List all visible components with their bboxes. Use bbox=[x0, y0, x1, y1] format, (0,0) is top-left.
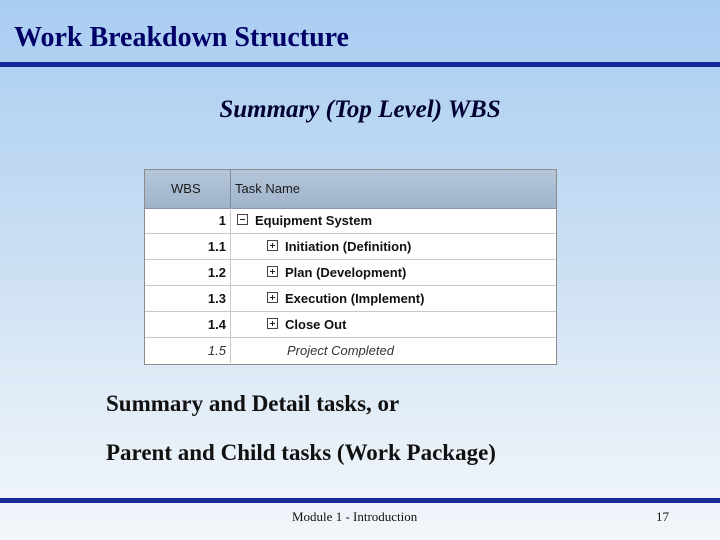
expand-icon[interactable] bbox=[267, 318, 278, 329]
task-name: Plan (Development) bbox=[285, 265, 407, 280]
wbs-number: 1 bbox=[145, 208, 231, 233]
task-name: Equipment System bbox=[255, 213, 373, 228]
task-name: Initiation (Definition) bbox=[285, 239, 412, 254]
wbs-column-header[interactable]: WBS bbox=[145, 170, 231, 208]
table-row[interactable] bbox=[145, 260, 556, 286]
task-name: Close Out bbox=[285, 317, 347, 332]
wbs-number: 1.2 bbox=[145, 260, 231, 285]
collapse-icon[interactable] bbox=[237, 214, 248, 225]
expand-icon[interactable] bbox=[267, 292, 278, 303]
task-name: Execution (Implement) bbox=[285, 291, 425, 306]
table-row[interactable] bbox=[145, 234, 556, 260]
body-text-line-2: Parent and Child tasks (Work Package) bbox=[106, 440, 496, 465]
task-name-column-header[interactable]: Task Name bbox=[235, 181, 301, 196]
table-row[interactable] bbox=[145, 208, 556, 234]
wbs-number: 1.5 bbox=[145, 338, 231, 363]
wbs-number: 1.3 bbox=[145, 286, 231, 311]
footer-text: Module 1 - Introduction bbox=[292, 509, 418, 524]
title-divider bbox=[0, 62, 720, 67]
task-name: Project Completed bbox=[287, 343, 394, 358]
expand-icon[interactable] bbox=[267, 266, 278, 277]
expand-icon[interactable] bbox=[267, 240, 278, 251]
wbs-number: 1.4 bbox=[145, 312, 231, 337]
wbs-number: 1.1 bbox=[145, 234, 231, 259]
table-row[interactable] bbox=[145, 338, 556, 364]
page-number: 17 bbox=[656, 509, 669, 524]
wbs-table bbox=[144, 169, 557, 365]
body-text-line-1: Summary and Detail tasks, or bbox=[106, 391, 400, 416]
footer-divider bbox=[0, 498, 720, 503]
table-header bbox=[145, 170, 556, 209]
slide-title: Work Breakdown Structure bbox=[14, 22, 349, 53]
table-row[interactable] bbox=[145, 286, 556, 312]
table-row[interactable] bbox=[145, 312, 556, 338]
slide-subtitle: Summary (Top Level) WBS bbox=[219, 96, 501, 123]
